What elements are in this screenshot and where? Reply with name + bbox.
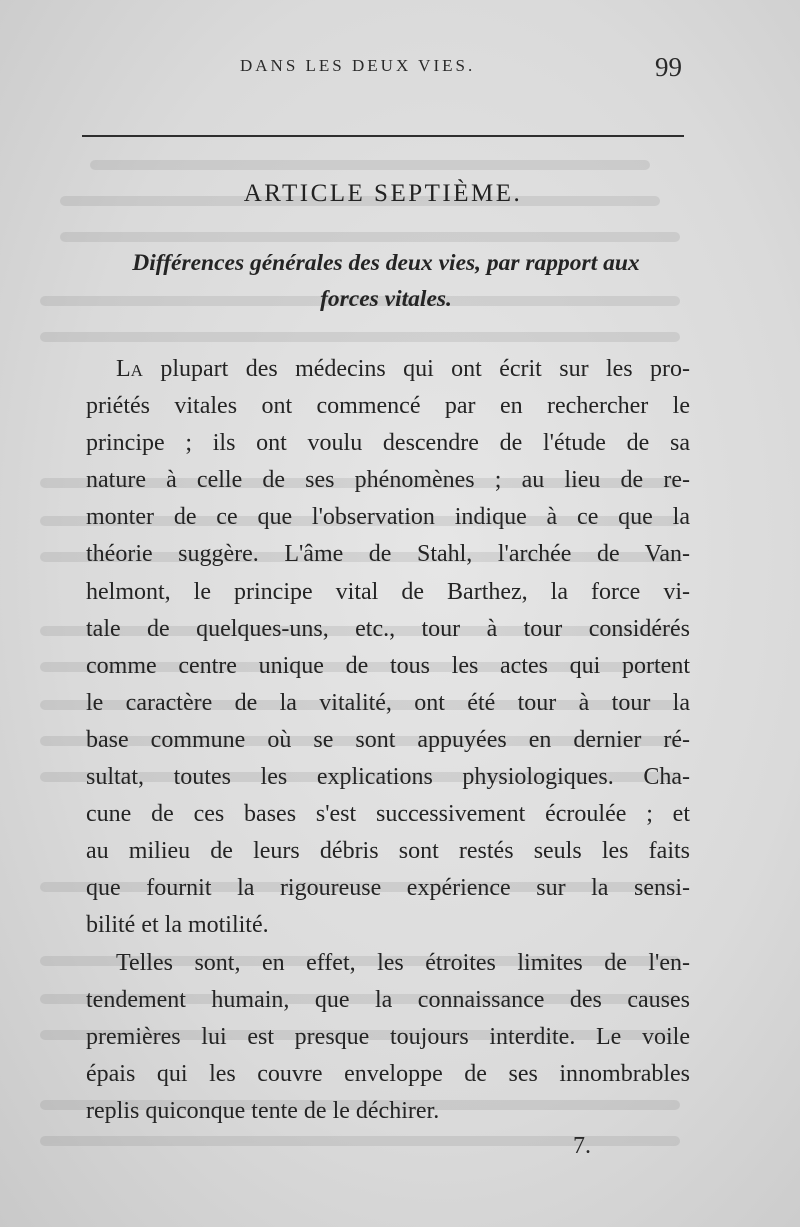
text-line: bilité et la motilité. <box>86 912 269 939</box>
text-line: base commune où se sont appuyées en dernier ré- <box>86 726 690 753</box>
text-line: nature à celle de ses phénomènes ; au lieu de re- <box>86 467 690 494</box>
signature-mark: 7. <box>573 1133 591 1159</box>
article-subtitle <box>82 245 690 317</box>
subtitle-line: forces vitales. <box>320 286 452 312</box>
running-title: DANS LES DEUX VIES. <box>240 56 476 75</box>
body-text <box>86 351 690 1130</box>
text-line-rest: plupart des médecins qui ont écrit sur les pro- <box>142 356 690 382</box>
text-line: le caractère de la vitalité, ont été tour à tour la <box>86 689 690 716</box>
text-line: tendement humain, que la connaissance des causes <box>86 986 690 1013</box>
text-line: sultat, toutes les explications physiologiques. Cha- <box>86 764 690 791</box>
text-line: comme centre unique de tous les actes qui portent <box>86 652 690 679</box>
text-line: priétés vitales ont commencé par en rechercher le <box>86 393 690 420</box>
initial-word: La <box>116 356 143 382</box>
text-line: principe ; ils ont voulu descendre de l'étude de sa <box>86 430 690 457</box>
text-line: Telles sont, en effet, les étroites limites de l'en- <box>116 949 690 976</box>
subtitle-line: Différences générales des deux vies, par rapport aux <box>132 250 640 276</box>
text-line: épais qui les couvre enveloppe de ses innombrables <box>86 1060 690 1087</box>
text-line: helmont, le principe vital de Barthez, la force vi- <box>86 578 690 605</box>
paragraph <box>86 945 690 1130</box>
text-line: au milieu de leurs débris sont restés seuls les faits <box>86 838 690 865</box>
text-line: théorie suggère. L'âme de Stahl, l'archée de Van- <box>86 541 690 568</box>
text-line: tale de quelques-uns, etc., tour à tour considérés <box>86 615 690 642</box>
text-line: monter de ce que l'observation indique à ce que la <box>86 504 690 531</box>
text-line <box>86 351 690 388</box>
page-number: 99 <box>655 52 682 82</box>
running-head <box>80 52 690 86</box>
text-line: premières lui est presque toujours interdite. Le voile <box>86 1023 690 1050</box>
text-line: replis quiconque tente de le déchirer. <box>86 1097 440 1124</box>
header-rule <box>82 135 684 137</box>
text-line: cune de ces bases s'est successivement écroulée ; et <box>86 801 690 828</box>
article-title: ARTICLE SEPTIÈME. <box>243 180 523 207</box>
text-line: que fournit la rigoureuse expérience sur la sensi- <box>86 875 690 902</box>
paragraph <box>86 351 690 945</box>
